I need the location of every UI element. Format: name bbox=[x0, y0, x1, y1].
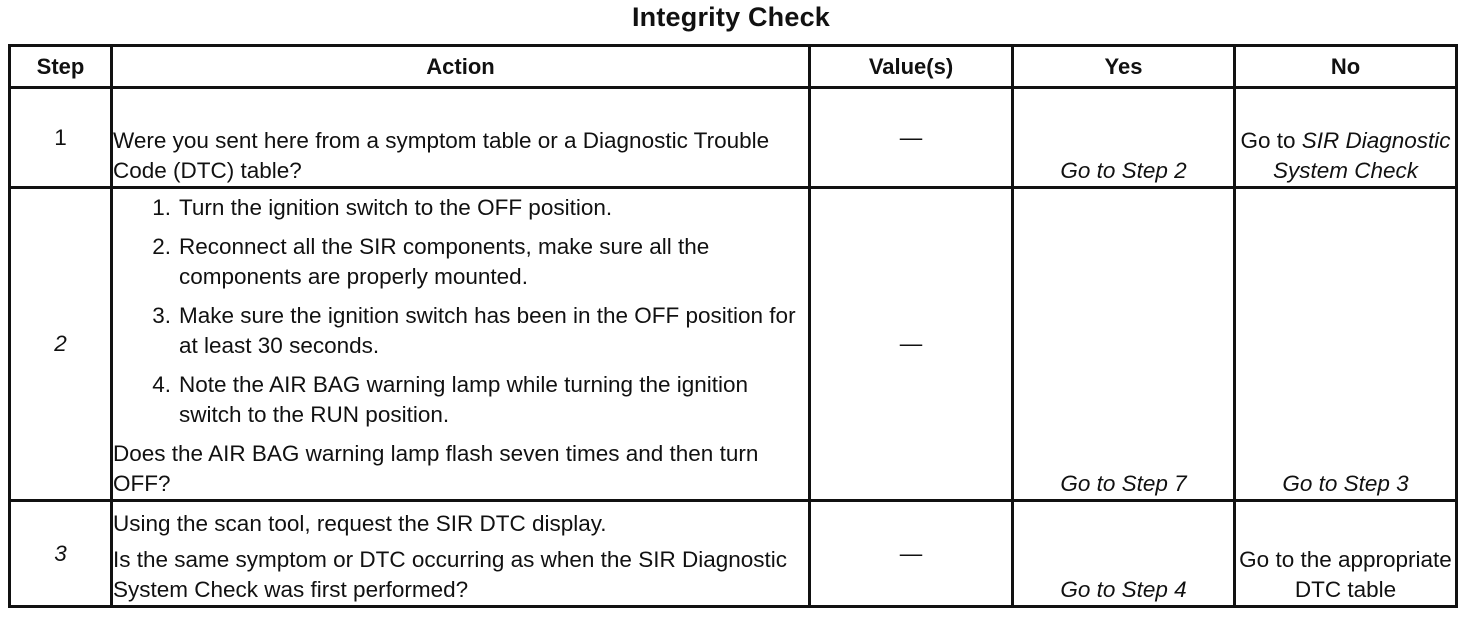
no-link-sir-check[interactable]: SIR Diagnostic System Check bbox=[1272, 128, 1451, 183]
integrity-check-table bbox=[8, 44, 1458, 608]
value-cell: — bbox=[810, 188, 1013, 501]
action-question: Were you sent here from a symptom table or a Diagnostic Trouble Code (DTC) table? bbox=[113, 128, 770, 183]
page-title: Integrity Check bbox=[631, 2, 831, 32]
table-row bbox=[10, 88, 1457, 188]
no-cell[interactable] bbox=[1235, 88, 1457, 188]
header-action: Action bbox=[112, 46, 810, 88]
action-step: 4. Note the AIR BAG warning lamp while turning the ignition switch to the RUN position. bbox=[152, 372, 749, 427]
step-number: 3 bbox=[10, 501, 112, 607]
yes-link[interactable]: Go to Step 7 bbox=[1013, 188, 1235, 501]
header-no: No bbox=[1235, 46, 1457, 88]
action-question: Is the same symptom or DTC occurring as when the SIR Diagnostic System Check was first performed? bbox=[113, 547, 788, 602]
table-row bbox=[10, 501, 1457, 607]
action-cell bbox=[112, 188, 810, 501]
action-steps-list bbox=[113, 193, 808, 430]
yes-link[interactable]: Go to Step 4 bbox=[1013, 501, 1235, 607]
yes-link[interactable]: Go to Step 2 bbox=[1013, 88, 1235, 188]
action-question: Does the AIR BAG warning lamp flash seven times and then turn OFF? bbox=[113, 441, 759, 496]
action-cell bbox=[112, 501, 810, 607]
step-number: 1 bbox=[10, 88, 112, 188]
action-cell bbox=[112, 88, 810, 188]
value-cell: — bbox=[810, 88, 1013, 188]
action-step: 3. Make sure the ignition switch has been in the OFF position for at least 30 seconds. bbox=[152, 303, 796, 358]
no-link[interactable]: Go to Step 3 bbox=[1235, 188, 1457, 501]
step-number: 2 bbox=[10, 188, 112, 501]
header-values: Value(s) bbox=[810, 46, 1013, 88]
header-step: Step bbox=[10, 46, 112, 88]
no-link[interactable]: Go to the appropriate DTC table bbox=[1235, 501, 1457, 607]
action-text: Using the scan tool, request the SIR DTC display. bbox=[113, 511, 607, 536]
header-row bbox=[10, 46, 1457, 88]
header-yes: Yes bbox=[1013, 46, 1235, 88]
action-step: 2. Reconnect all the SIR components, make sure all the components are properly mounted. bbox=[152, 234, 710, 289]
no-prefix: Go to bbox=[1240, 128, 1296, 153]
value-cell: — bbox=[810, 501, 1013, 607]
table-row bbox=[10, 188, 1457, 501]
action-step: 1. Turn the ignition switch to the OFF position. bbox=[152, 195, 613, 220]
